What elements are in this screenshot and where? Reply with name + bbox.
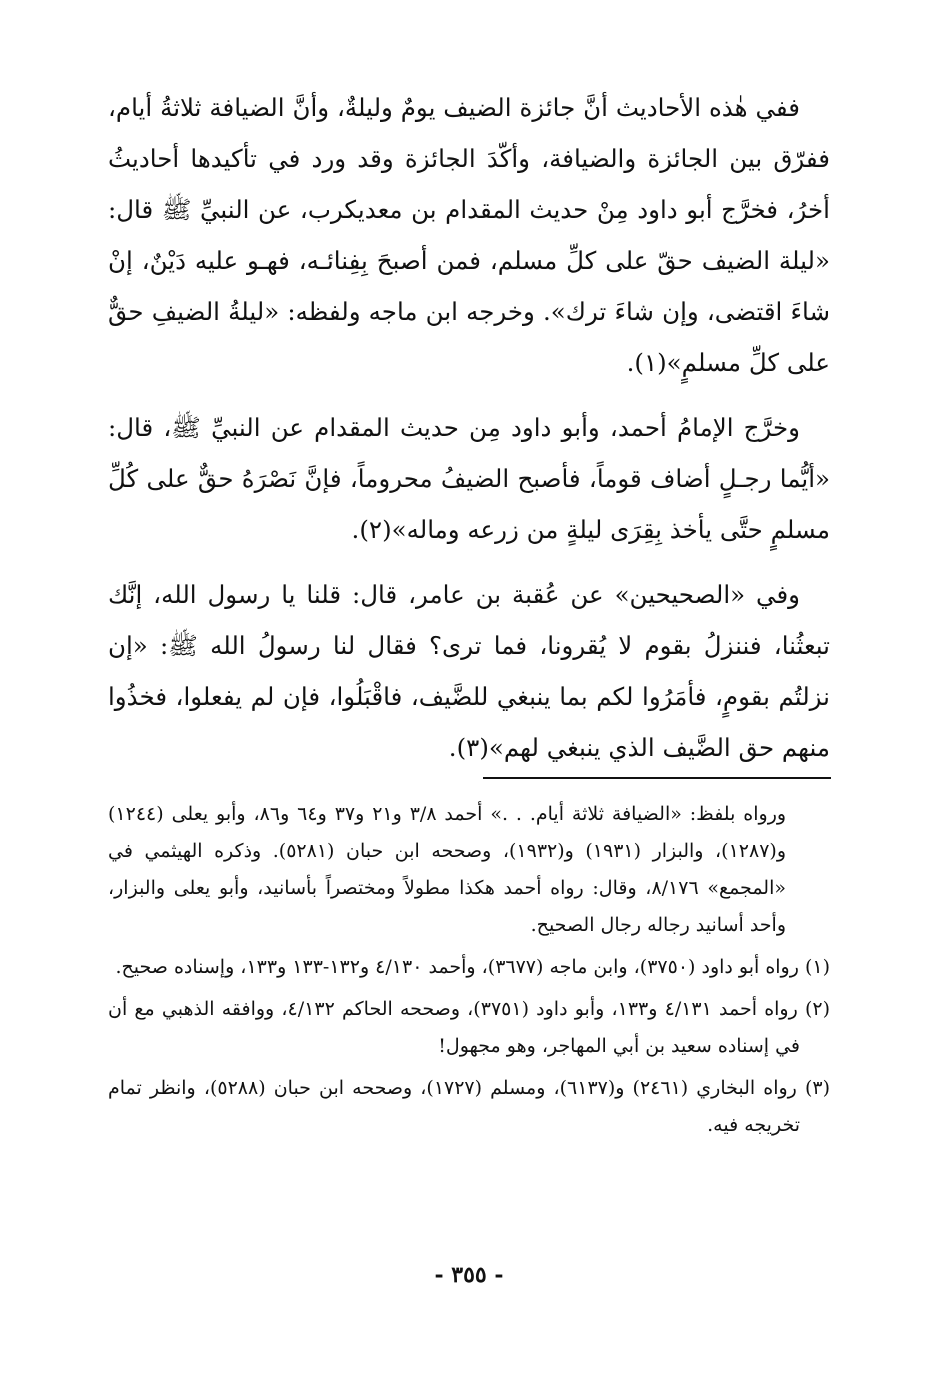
footnotes	[108, 796, 830, 1149]
paragraph-2: وخرَّج الإمامُ أحمد، وأبو داود مِن حديث المقدام عن النبيِّ ﷺ، قال: «أيُّما رجـلٍ أضاف قوماً، فأصبح الضيفُ محروماً، فإنَّ نَصْرَهُ حقٌّ على كُلِّ مسلمٍ حتَّى يأخذ بِقِرَى ليلةٍ من زرعه وماله»(٢).	[108, 413, 830, 544]
page-number: - ٣٥٥ -	[434, 1262, 504, 1288]
footnote-separator	[483, 777, 831, 779]
footnote-3: (٣) رواه البخاري (٢٤٦١) و(٦١٣٧)، ومسلم (١٧٢٧)، وصححه ابن حبان (٥٢٨٨)، وانظر تمام تخريجه فيه.	[108, 1077, 831, 1136]
paragraph-3: وفي «الصحيحين» عن عُقبة بن عامر، قال: قلنا يا رسول الله، إنَّك تبعثُنا، فننزلُ بقوم لا يُقرونا، فما ترى؟ فقال لنا رسولُ الله ﷺ: «إن نزلتُم بقومٍ، فأمَرُوا لكم بما ينبغي للضَّيف، فاقْبَلُوا، فإن لم يفعلوا، فخذُوا منهم حق الضَّيف الذي ينبغي لهم»(٣).	[108, 580, 830, 762]
paragraph-1: ففي هٰذه الأحاديث أنَّ جائزة الضيف يومٌ وليلةٌ، وأنَّ الضيافة ثلاثةُ أيام، ففرّق بين الجائزة والضيافة، وأكّدَ الجائزة وقد ورد في تأكيدها أحاديثُ أخرُ، فخرَّج أبو داود مِنْ حديث المقدام بن معديكرب، عن النبيِّ ﷺ قال: «ليلة الضيف حقّ على كلِّ مسلم، فمن أصبحَ بِفِنائـه، فهـو عليه دَيْنٌ، إنْ شاءَ اقتضى، وإن شاءَ ترك». وخرجه ابن ماجه ولفظه: «ليلةُ الضيفِ حقٌّ على كلِّ مسلمٍ»(١).	[108, 93, 830, 377]
main-text	[108, 82, 830, 787]
footnote-continuation: ورواه بلفظ: «الضيافة ثلاثة أيام. . .» أحمد ٣/٨ و٢١ و٣٧ و٦٤ و٨٦، وأبو يعلى (١٢٤٤) و(١٢٨٧)، والبزار (١٩٣١) و(١٩٣٢)، وصححه ابن حبان (٥٢٨١). وذكره الهيثمي في «المجمع» ٨/١٧٦، وقال: رواه أحمد هكذا مطولاً ومختصراً بأسانيد، وأبو يعلى والبزار، وأحد أسانيد رجاله رجال الصحيح.	[108, 803, 787, 936]
footnote-1: (١) رواه أبو داود (٣٧٥٠)، وابن ماجه (٣٦٧٧)، وأحمد ٤/١٣٠ و١٣٢-١٣٣ و١٣٣، وإسناده صحيح.	[115, 956, 830, 978]
footnote-2: (٢) رواه أحمد ٤/١٣١ و١٣٣، وأبو داود (٣٧٥١)، وصححه الحاكم ٤/١٣٢، ووافقه الذهبي مع أن في إسناده سعيد بن أبي المهاجر، وهو مجهول!	[108, 998, 831, 1057]
